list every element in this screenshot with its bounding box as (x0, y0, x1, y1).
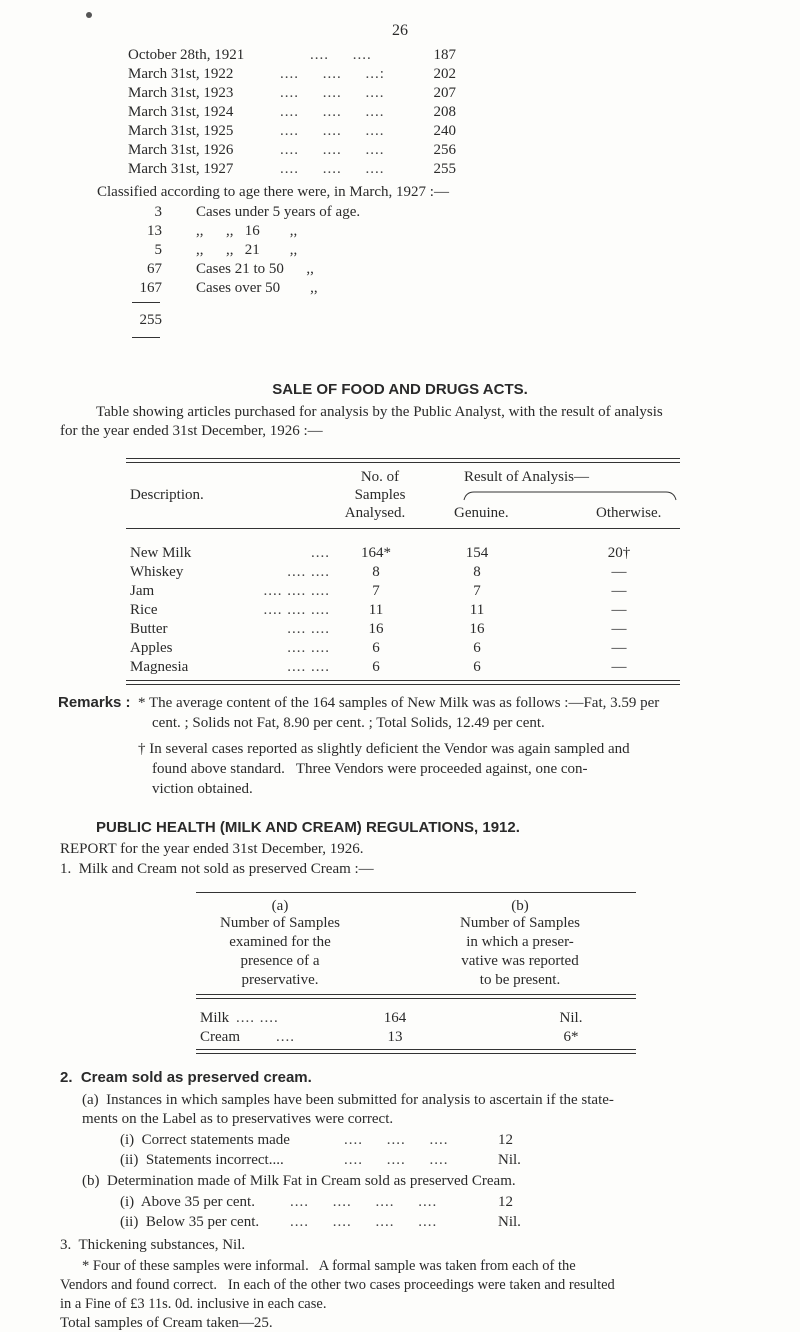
milk-title: PUBLIC HEALTH (MILK AND CREAM) REGULATIONS, 1912. (96, 819, 520, 836)
row-desc: Butter (130, 621, 168, 637)
date-value: 255 (433, 161, 456, 177)
col-a-line: preservative. (241, 972, 319, 988)
food-intro: for the year ended 31st December, 1926 :— (60, 423, 323, 439)
date-label: March 31st, 1923 (128, 85, 234, 101)
row-b: 6* (563, 1029, 579, 1045)
row-desc: Apples (130, 640, 173, 656)
age-total: 255 (139, 312, 162, 328)
col-a-line: examined for the (229, 934, 331, 950)
row-no: 8 (372, 564, 380, 580)
table-bottom-rule (196, 1049, 636, 1054)
food-title: SALE OF FOOD AND DRUGS ACTS. (272, 381, 528, 398)
brace-icon (460, 488, 680, 502)
footnote: Vendors and found correct. In each of the other two cases proceedings were taken and resulted (60, 1277, 615, 1293)
row-desc: Rice (130, 602, 158, 618)
row-genuine: 11 (469, 602, 485, 618)
cream-a-i: (i) Correct statements made (120, 1132, 290, 1148)
age-count: 5 (154, 242, 162, 258)
dots: .... .... (287, 640, 330, 656)
milk-report: REPORT for the year ended 31st December, 1926. (60, 841, 364, 857)
cream-b: (b) Determination made of Milk Fat in Cream sold as preserved Cream. (82, 1173, 516, 1189)
row-other: — (611, 640, 627, 656)
row-other: — (611, 564, 627, 580)
row-desc: Jam (130, 583, 155, 599)
age-count: 13 (147, 223, 162, 239)
remark-dagger: viction obtained. (152, 781, 253, 797)
dots: .... .... .... .... (290, 1214, 438, 1230)
cream-b-ii: (ii) Below 35 per cent. (120, 1214, 260, 1230)
dots: .... .... .... .... (290, 1194, 438, 1210)
remark-dagger: † In several cases reported as slightly deficient the Vendor was again sampled and (138, 741, 630, 757)
row-other: — (611, 602, 627, 618)
row-a: 164 (383, 1010, 407, 1026)
dots: .... .... .... (280, 142, 385, 158)
row-desc: Magnesia (130, 659, 189, 675)
dots: .... .... (287, 564, 330, 580)
dots: .... .... .... (280, 104, 385, 120)
cream-b-i-value: 12 (498, 1194, 513, 1210)
row-no: 6 (372, 640, 380, 656)
dots: .... (311, 545, 330, 561)
age-label: Cases 21 to 50 ,, (196, 261, 314, 277)
age-count: 167 (139, 280, 162, 296)
row-no: 6 (372, 659, 380, 675)
date-value: 187 (433, 47, 456, 63)
cream-b-i: (i) Above 35 per cent. (120, 1194, 255, 1210)
col-b-head: (b) (511, 898, 529, 914)
cream-b-ii-value: Nil. (498, 1214, 521, 1230)
dots: .... .... (236, 1010, 279, 1026)
cream-a-ii: (ii) Statements incorrect.... (120, 1152, 284, 1168)
col-head-result: Result of Analysis— (464, 469, 590, 485)
date-label: March 31st, 1927 (128, 161, 234, 177)
cream-a: ments on the Label as to preservatives were correct. (82, 1111, 394, 1127)
dots: .... .... .... (280, 123, 385, 139)
remark-dagger: found above standard. Three Vendors were proceeded against, one con- (152, 761, 588, 777)
dots: .... (276, 1029, 295, 1045)
dots: .... .... .... (263, 602, 330, 618)
date-label: March 31st, 1925 (128, 123, 234, 139)
date-value: 240 (433, 123, 456, 139)
col-b-line: in which a preser- (466, 934, 574, 950)
row-genuine: 154 (465, 545, 489, 561)
date-value: 256 (433, 142, 456, 158)
date-label: March 31st, 1922 (128, 66, 234, 82)
dots: .... .... .... (263, 583, 330, 599)
dots: .... .... (287, 621, 330, 637)
page-mark (86, 12, 92, 18)
row-no: 16 (368, 621, 384, 637)
col-head-genuine: Genuine. (454, 505, 509, 521)
dots: .... .... .... (280, 161, 385, 177)
dots: .... .... (310, 47, 372, 63)
age-label: ,, ,, 21 ,, (196, 242, 298, 258)
row-other: — (611, 583, 627, 599)
row-b: Nil. (559, 1010, 583, 1026)
age-count: 3 (154, 204, 162, 220)
footnote: in a Fine of £3 11s. 0d. inclusive in each case. (60, 1296, 327, 1312)
dots: .... .... .... (344, 1132, 449, 1148)
date-value: 202 (433, 66, 456, 82)
milk-item-1: 1. Milk and Cream not sold as preserved Cream :— (60, 861, 374, 877)
food-intro: Table showing articles purchased for analysis by the Public Analyst, with the result of analysis (96, 404, 663, 420)
row-genuine: 8 (473, 564, 481, 580)
col-a-line: presence of a (240, 953, 320, 969)
header-rule (126, 528, 680, 529)
total-cream-samples: Total samples of Cream taken—25. (60, 1315, 273, 1331)
row-no: 164* (361, 545, 391, 561)
row-label: Milk (200, 1010, 230, 1026)
age-intro: Classified according to age there were, in March, 1927 :— (97, 184, 449, 200)
dots: .... .... ...: (280, 66, 385, 82)
table-top-rule (196, 892, 636, 893)
age-label: Cases over 50 ,, (196, 280, 318, 296)
dots: .... .... .... (280, 85, 385, 101)
date-value: 208 (433, 104, 456, 120)
row-other: — (611, 621, 627, 637)
col-a-head: (a) (271, 898, 289, 914)
thickening-item: 3. Thickening substances, Nil. (60, 1237, 246, 1253)
date-value: 207 (433, 85, 456, 101)
col-head-no: Analysed. (344, 505, 406, 521)
row-other: 20† (607, 545, 631, 561)
cream-title: 2. Cream sold as preserved cream. (60, 1069, 312, 1086)
footnote: * Four of these samples were informal. A formal sample was taken from each of the (82, 1258, 576, 1274)
sum-rule (132, 337, 160, 338)
col-head-no: Samples (354, 487, 406, 503)
col-head-no: No. of (360, 469, 400, 485)
date-label: March 31st, 1926 (128, 142, 234, 158)
col-a-line: Number of Samples (220, 915, 340, 931)
col-b-line: Number of Samples (460, 915, 580, 931)
row-desc: New Milk (130, 545, 192, 561)
row-desc: Whiskey (130, 564, 184, 580)
date-label: October 28th, 1921 (128, 47, 245, 63)
row-genuine: 6 (473, 659, 481, 675)
cream-a-i-value: 12 (498, 1132, 513, 1148)
sum-rule (132, 302, 160, 303)
cream-a: (a) Instances in which samples have been submitted for analysis to ascertain if the state- (82, 1092, 614, 1108)
col-head-description: Description. (130, 487, 204, 503)
age-label: Cases under 5 years of age. (196, 204, 361, 220)
page-number: 26 (392, 22, 408, 39)
table-top-rule (126, 458, 680, 463)
dots: .... .... (287, 659, 330, 675)
header-rule (196, 994, 636, 999)
row-label: Cream (200, 1029, 240, 1045)
row-genuine: 6 (473, 640, 481, 656)
remarks-label: Remarks : (58, 694, 131, 711)
col-b-line: to be present. (479, 972, 561, 988)
age-label: ,, ,, 16 ,, (196, 223, 298, 239)
age-count: 67 (147, 261, 162, 277)
col-b-line: vative was reported (461, 953, 579, 969)
remark-star: * The average content of the 164 samples of New Milk was as follows :—Fat, 3.59 per (138, 695, 660, 711)
cream-a-ii-value: Nil. (498, 1152, 521, 1168)
col-head-otherwise: Otherwise. (596, 505, 662, 521)
row-a: 13 (387, 1029, 403, 1045)
date-label: March 31st, 1924 (128, 104, 234, 120)
table-bottom-rule (126, 680, 680, 685)
row-other: — (611, 659, 627, 675)
row-no: 7 (372, 583, 380, 599)
row-genuine: 16 (469, 621, 485, 637)
row-no: 11 (368, 602, 384, 618)
remark-star: cent. ; Solids not Fat, 8.90 per cent. ; Total Solids, 12.49 per cent. (152, 715, 545, 731)
row-genuine: 7 (473, 583, 481, 599)
dots: .... .... .... (344, 1152, 449, 1168)
